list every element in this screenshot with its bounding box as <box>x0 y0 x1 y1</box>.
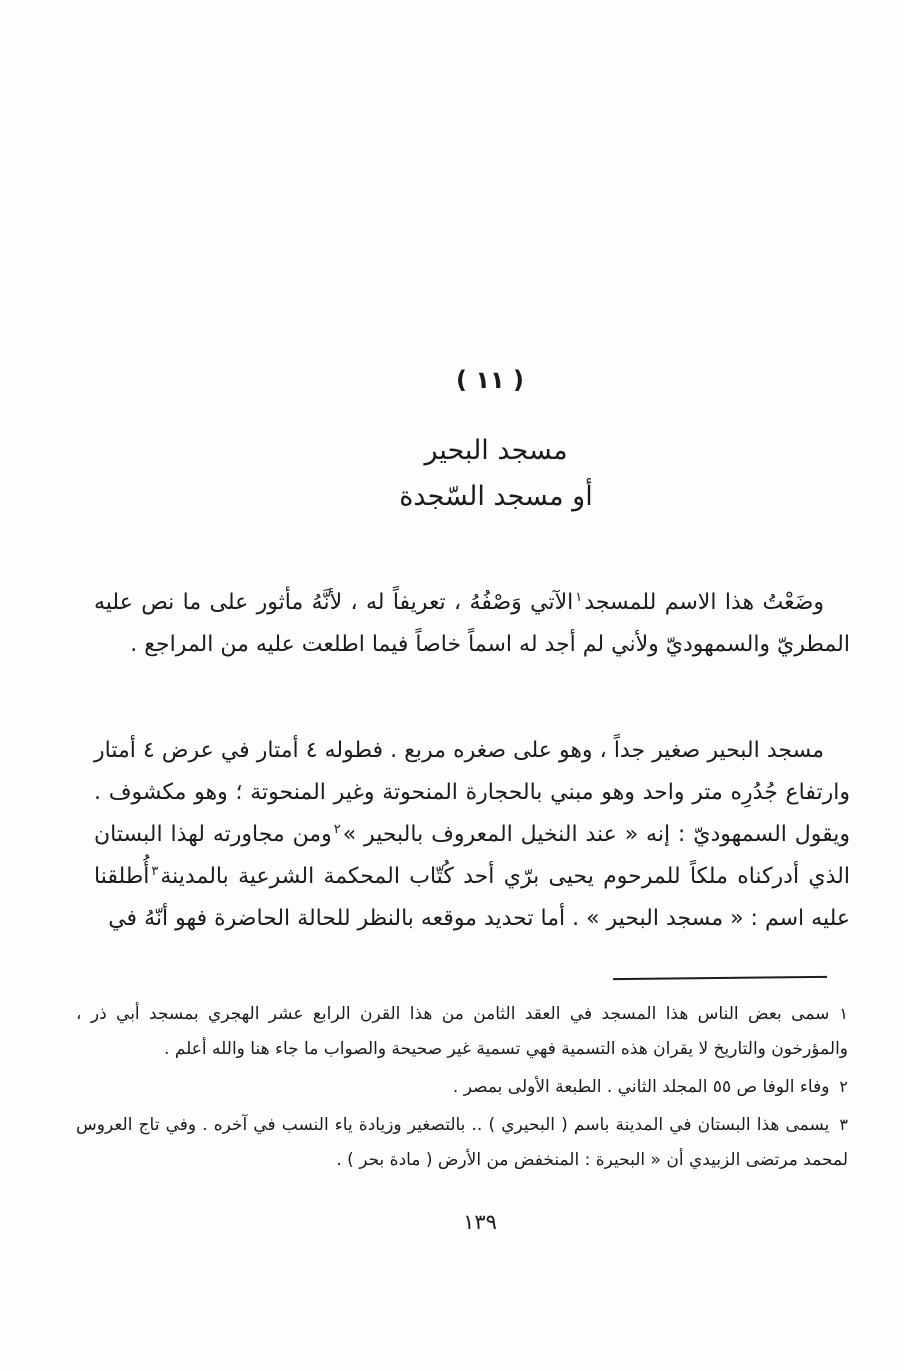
footnote-3-text: يسمى هذا البستان في المدينة باسم ( البحيري ) .. بالتصغير وزيادة ياء النسب في آخره . وفي تاج العروس لمحمد مرتضى الزبيدي أن « البحيرة : المنخفض من الأرض ( مادة بحر ) . <box>76 1115 848 1170</box>
footnote-2-marker: ٢ <box>839 1077 848 1096</box>
footnotes-section <box>76 996 848 1180</box>
footnote-1-marker: ١ <box>839 1004 848 1023</box>
chapter-title-line-2: أو مسجد السّجدة <box>399 481 593 512</box>
footnote-divider <box>613 976 827 980</box>
paragraph-2-text-cont: ومن مجاورته لهذا البستان الذي أدركناه ملكاً للمرحوم يحيى برّي أحد كُتّاب المحكمة الشرعية بالمدينة <box>94 822 850 889</box>
paragraph-1-text: وضَعْتُ هذا الاسم للمسجد <box>584 590 825 615</box>
footnote-2-text: وفاء الوفا ص ٥٥ المجلد الثاني . الطبعة الأولى بمصر . <box>452 1077 830 1097</box>
footnote-1 <box>76 996 848 1067</box>
footnote-ref-3: ٣ <box>151 863 159 879</box>
paragraph-2-text-end: أُطلقنا عليه اسم : « مسجد البحير » . أما تحديد موقعه بالنظر للحالة الحاضرة فهو أنّهُ في <box>94 864 850 931</box>
footnote-3 <box>76 1107 848 1178</box>
chapter-title-line-1: مسجد البحير <box>424 435 568 466</box>
footnote-ref-1: ١ <box>575 589 583 605</box>
paragraph-2 <box>94 730 850 940</box>
chapter-title <box>44 428 904 520</box>
footnote-1-text: سمى بعض الناس هذا المسجد في العقد الثامن من هذا القرن الرابع عشر الهجري بمسجد أبي ذر ، والمؤرخون والتاريخ لا يقران هذه التسمية فهي تسمية غير صحيحة والصواب ما جاء هنا والله أعلم . <box>76 1004 848 1059</box>
paragraph-2-text: مسجد البحير صغير جداً ، وهو على صغره مربع . فطوله ٤ أمتار في عرض ٤ أمتار وارتفاع جُدُرِه متر واحد وهو مبني بالحجارة المنحوتة وغير المنحوتة ؛ وهو مكشوف . ويقول السمهوديّ : إنه « عند النخيل المعروف بالبحير » <box>94 738 851 847</box>
footnote-3-marker: ٣ <box>839 1115 848 1134</box>
section-number: ( ١١ ) <box>456 366 524 394</box>
page-number: ١٣٩ <box>463 1210 497 1234</box>
paragraph-1-text-cont: الآتي وَصْفُهُ ، تعريفاً له ، لأنَّهُ مأثور على ما نص عليه المطريّ والسمهوديّ ولأني لم أجد له اسماً خاصاً فيما اطلعت عليه من المراجع . <box>94 590 850 657</box>
footnote-ref-2: ٢ <box>333 821 341 837</box>
footnote-2 <box>76 1069 848 1105</box>
paragraph-1 <box>94 582 850 666</box>
